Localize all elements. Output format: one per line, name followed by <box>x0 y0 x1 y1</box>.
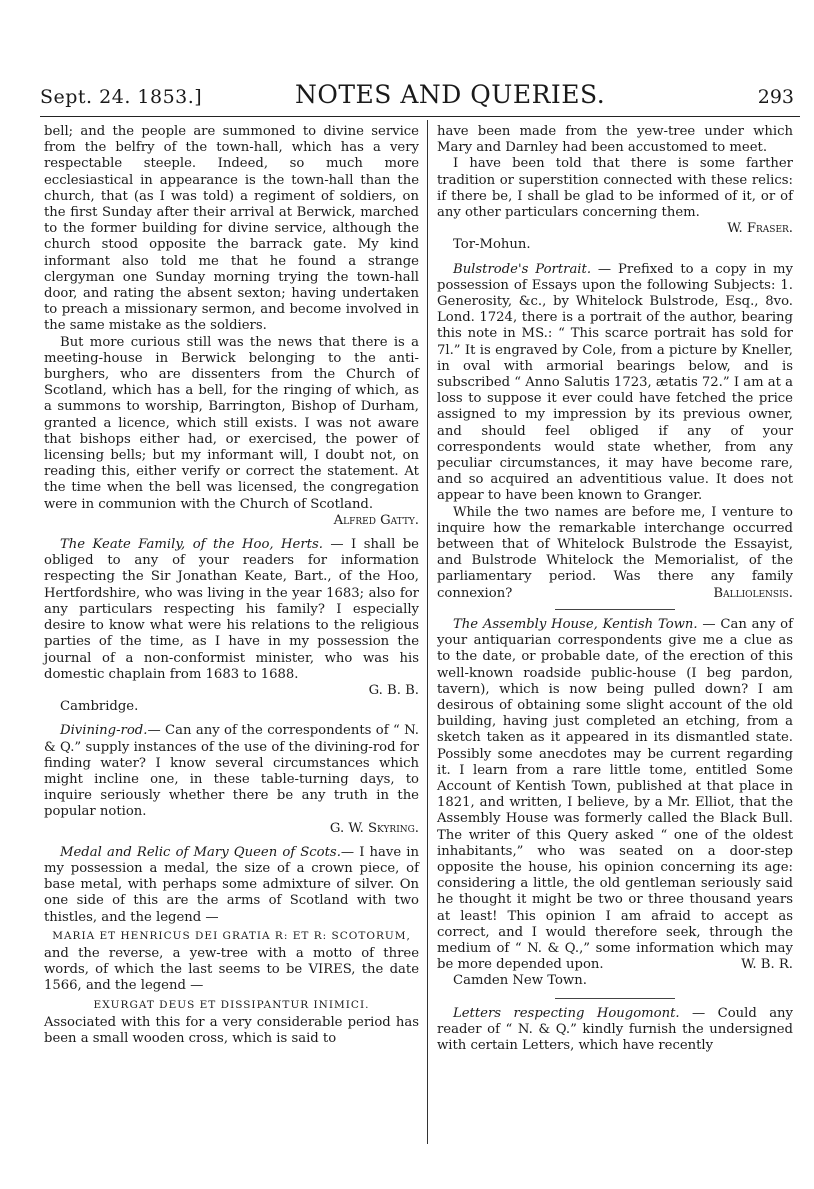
page-header <box>40 80 800 114</box>
article-title: Bulstrode's Portrait. <box>453 261 592 277</box>
paragraph: bell; and the people are summoned to divine service from the belfry of the town-hall, which has a very respectable steeple. Indeed, so much more ecclesiastical in appearance is the town-hall than the church, that (as I was told) a regiment of soldiers, on the first Sunday after their arrival at Berwick, marched to the former building for divine service, although the church stood opposite the barrack gate. My kind informant also told me that he found a strange clergyman one Sunday morning trying the town-hall door, and rating the absent sexton; having undertaken to preach a missionary sermon, and become involved in the same mistake as the soldiers. <box>44 124 419 334</box>
signature: G. B. B. <box>368 682 419 698</box>
article-hougomont <box>437 1006 793 1055</box>
article-title: Medal and Relic of Mary Queen of Scots. <box>60 844 341 860</box>
article-text: — I shall be obliged to any of your readers for information respecting the Sir Jonathan Keate, Bart., of the Hoo, Hertfordshire, who was living in the year 1683; also for any particulars respecting his family? I especially desire to know what were his relations to the religious parties of the time, as I have in my possession the journal of a non-conformist minister, who was his domestic chaplain from 1683 to 1688. <box>44 537 419 682</box>
header-rule <box>40 116 800 117</box>
article-text: — Could any reader of “ N. & Q.” kindly furnish the undersigned with certain Letters, which have recently <box>437 1005 794 1053</box>
signature: W. Fraser. <box>727 221 793 237</box>
article-text: While the two names are before me, I venture to inquire how the remarkable interchange occurred between that of Whitelock Bulstrode the Essayist, and Bulstrode Whitelock the Memorialist, of the parliamentary period. Was there any family connexion? <box>437 504 793 601</box>
place: Tor-Mohun. <box>453 237 531 253</box>
section-rule <box>555 609 675 610</box>
article-title: The Keate Family, of the Hoo, Herts. <box>60 537 323 553</box>
article-assembly <box>437 617 793 973</box>
signature: G. W. Skyring. <box>329 820 419 836</box>
article-title: The Assembly House, Kentish Town. <box>453 616 698 632</box>
page-number: 293 <box>757 86 794 108</box>
header-date: Sept. 24. 1853.] <box>40 86 203 108</box>
signature: Alfred Gatty. <box>333 512 419 528</box>
signature: Balliolensis. <box>713 585 793 601</box>
article-medal <box>44 845 419 926</box>
article-text: — Can any of your antiquarian correspondents give me a clue as to the date, or probable date, of the erection of this well-known roadside public-house (I beg pardon, tavern), which is now being pulled down? I am desirous of obtaining some slight account of the old building, having just completed an etching, from a sketch taken as it appeared in its dismantled state. Possibly some anecdotes may be current regarding it. I learn from a rare little tome, entitled Some Account of Kentish Town, published at that place in 1821, and written, I believe, by a Mr. Elliot, that the Assembly House was formerly called the Black Bull. The writer of this Query asked “ one of the oldest inhabitants,” who was seated on a door-step opposite the house, his opinion concerning its age: considering a little, the old gentleman seriously said he thought it might be two or three thousand years at least! This opinion I am afraid to accept as correct, and I would therefore seek, through the medium of “ N. & Q.,” some information which may be more depended upon. <box>437 616 793 973</box>
place: Cambridge. <box>60 699 139 715</box>
article-title: Divining-rod. <box>60 723 148 739</box>
article-text: — Can any of the correspondents of “ N. & Q.” supply instances of the use of the divining-rod for finding water? I know several circumstances which might incline one, in these table-turning days, to inquire seriously whether there be any truth in the popular notion. <box>44 723 419 820</box>
column-divider <box>427 120 428 1144</box>
paragraph: I have been told that there is some farther tradition or superstition connected with these relics: if there be, I shall be glad to be informed of it, or of any other particulars concerning them. <box>437 156 793 221</box>
paragraph: But more curious still was the news that there is a meeting-house in Berwick belonging to the anti-burghers, who are dissenters from the Church of Scotland, which has a bell, for the ringing of which, as a summons to worship, Barrington, Bishop of Durham, granted a licence, which still exists. I was not aware that bishops either had, or exercised, the power of licensing bells; but my informant will, I doubt not, on reading this, either verify or correct the statement. At the time when the bell was licensed, the congregation were in communion with the Church of Scotland. <box>44 334 419 512</box>
section-rule <box>555 998 675 999</box>
place: Camden New Town. <box>453 973 587 989</box>
medal-legend: MARIA ET HENRICUS DEI GRATIA R: ET R: SCOTORUM, <box>52 929 411 942</box>
article-divining <box>44 723 419 820</box>
article-keate <box>44 537 419 683</box>
paragraph: Associated with this for a very considerable period has been a small wooden cross, which is said to <box>44 1014 419 1046</box>
signature: W. B. R. <box>741 957 793 973</box>
article-text: — Prefixed to a copy in my possession of Essays upon the following Subjects: 1. Generosity, &c., by Whitelock Bulstrode, Esq., 8vo. Lond. 1724, there is a portrait of the author, bearing this note in MS.: “ This scarce portrait has sold for 7l.” It is engraved by Cole, from a picture by Kneller, in oval with armorial bearings below, and is subscribed “ Anno Salutis 1723, ætatis 72.” I am at a loss to suppose it ever could have fetched the price assigned to my impression by its previous owner, and should feel obliged if any of your correspondents would state whether, from any peculiar circumstances, it may have become rare, and so acquired an adventitious value. It does not appear to have been known to Granger. <box>437 261 793 504</box>
left-column <box>44 124 419 1047</box>
paragraph <box>437 505 793 602</box>
paragraph: and the reverse, a yew-tree with a motto of three words, of which the last seems to be VIRES, the date 1566, and the legend — <box>44 945 419 994</box>
article-bulstrode <box>437 262 793 505</box>
right-column <box>437 124 793 1054</box>
journal-title: NOTES AND QUERIES. <box>295 80 606 109</box>
article-title: Letters respecting Hougomont. <box>453 1005 680 1021</box>
paragraph: have been made from the yew-tree under which Mary and Darnley had been accustomed to meet. <box>437 124 793 156</box>
medal-legend: EXURGAT DEUS ET DISSIPANTUR INIMICI. <box>93 998 370 1011</box>
article-text: — I have in my possession a medal, the size of a crown piece, of base metal, with perhaps some admixture of silver. On one side of this are the arms of Scotland with two thistles, and the legend — <box>44 844 420 925</box>
